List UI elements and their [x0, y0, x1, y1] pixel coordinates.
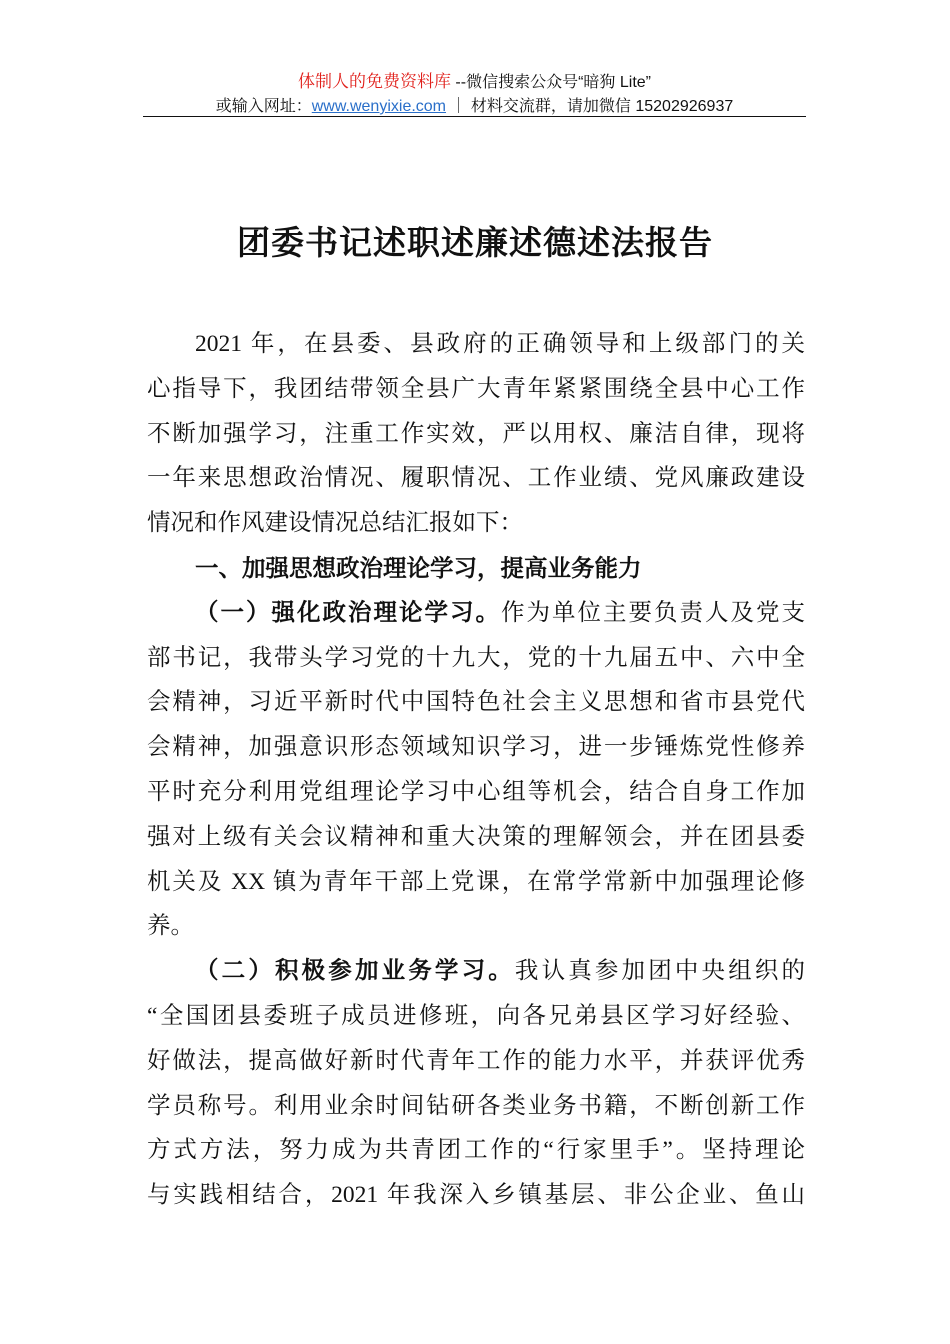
page-header	[143, 70, 806, 119]
document-body	[147, 322, 805, 1218]
text-line	[147, 412, 805, 457]
text-line	[147, 1128, 805, 1173]
line-text: 一年来思想政治情况、履职情况、工作业绩、党风廉政建设	[147, 465, 805, 492]
header-suffix: ｜ 材料交流群，请加微信 15202926937	[446, 98, 734, 115]
line-text: 机关及 XX 镇为青年干部上党课，在常学常新中加强理论修	[147, 868, 805, 895]
subsection-lead: （二）积极参加业务学习。	[195, 958, 515, 985]
line-text: 养。	[147, 913, 194, 940]
text-line	[147, 904, 805, 949]
text-line	[147, 501, 805, 546]
header-prefix: 或输入网址：	[215, 98, 312, 115]
text-line	[147, 770, 805, 815]
text-line	[147, 725, 805, 770]
line-text: 2021 年，在县委、县政府的正确领导和上级部门的关	[195, 331, 805, 357]
text-line	[147, 994, 805, 1039]
line-text: 平时充分利用党组理论学习中心组等机会，结合自身工作加	[147, 778, 805, 805]
text-line	[147, 456, 805, 501]
line-text: 方式方法，努力成为共青团工作的“行家里手”。坚持理论	[147, 1137, 805, 1164]
header-line-1	[143, 70, 806, 95]
line-text: 心指导下，我团结带领全县广大青年紧紧围绕全县中心工作	[147, 375, 805, 402]
line-text: 我认真参加团中央组织的	[514, 958, 806, 985]
line-text: “全国团县委班子成员进修班，向各兄弟县区学习好经验、	[147, 1002, 805, 1029]
text-line	[147, 322, 805, 367]
text-line	[147, 636, 805, 681]
text-line	[147, 949, 805, 994]
line-text: 会精神，习近平新时代中国特色社会主义思想和省市县党代	[147, 689, 805, 716]
line-text: 作为单位主要负责人及党支	[501, 599, 805, 626]
text-line	[147, 860, 805, 905]
header-brand: 体制人的免费资料库	[297, 72, 451, 91]
line-text: 部书记，我带头学习党的十九大，党的十九届五中、六中全	[147, 644, 805, 671]
line-text: 不断加强学习，注重工作实效，严以用权、廉洁自律，现将	[147, 420, 805, 447]
line-text: 会精神，加强意识形态领域知识学习，进一步锤炼党性修养	[147, 734, 805, 761]
line-text: 好做法，提高做好新时代青年工作的能力水平，并获评优秀	[147, 1047, 805, 1074]
text-line	[147, 680, 805, 725]
line-text: 学员称号。利用业余时间钻研各类业务书籍，不断创新工作	[147, 1092, 805, 1119]
subsection-lead: （一）强化政治理论学习。	[195, 599, 501, 626]
text-line	[147, 1173, 805, 1218]
section-heading	[147, 546, 805, 591]
text-line	[147, 815, 805, 860]
line-text: 与实践相结合，2021 年我深入乡镇基层、非公企业、鱼山	[147, 1182, 805, 1209]
header-divider	[143, 116, 806, 117]
text-line	[147, 1039, 805, 1084]
text-line	[147, 591, 805, 636]
line-text: 一、加强思想政治理论学习，提高业务能力	[195, 554, 642, 581]
text-line	[147, 367, 805, 412]
header-tagline: --微信搜索公众号“暗狗 Lite”	[450, 74, 651, 91]
website-link[interactable]: www.wenyixie.com	[311, 98, 447, 115]
line-text: 情况和作风建设情况总结汇报如下：	[147, 510, 523, 537]
line-text: 强对上级有关会议精神和重大决策的理解领会，并在团县委	[147, 823, 805, 850]
text-line	[147, 1084, 805, 1129]
document-title: 团委书记述职述廉述德述法报告	[237, 226, 713, 262]
